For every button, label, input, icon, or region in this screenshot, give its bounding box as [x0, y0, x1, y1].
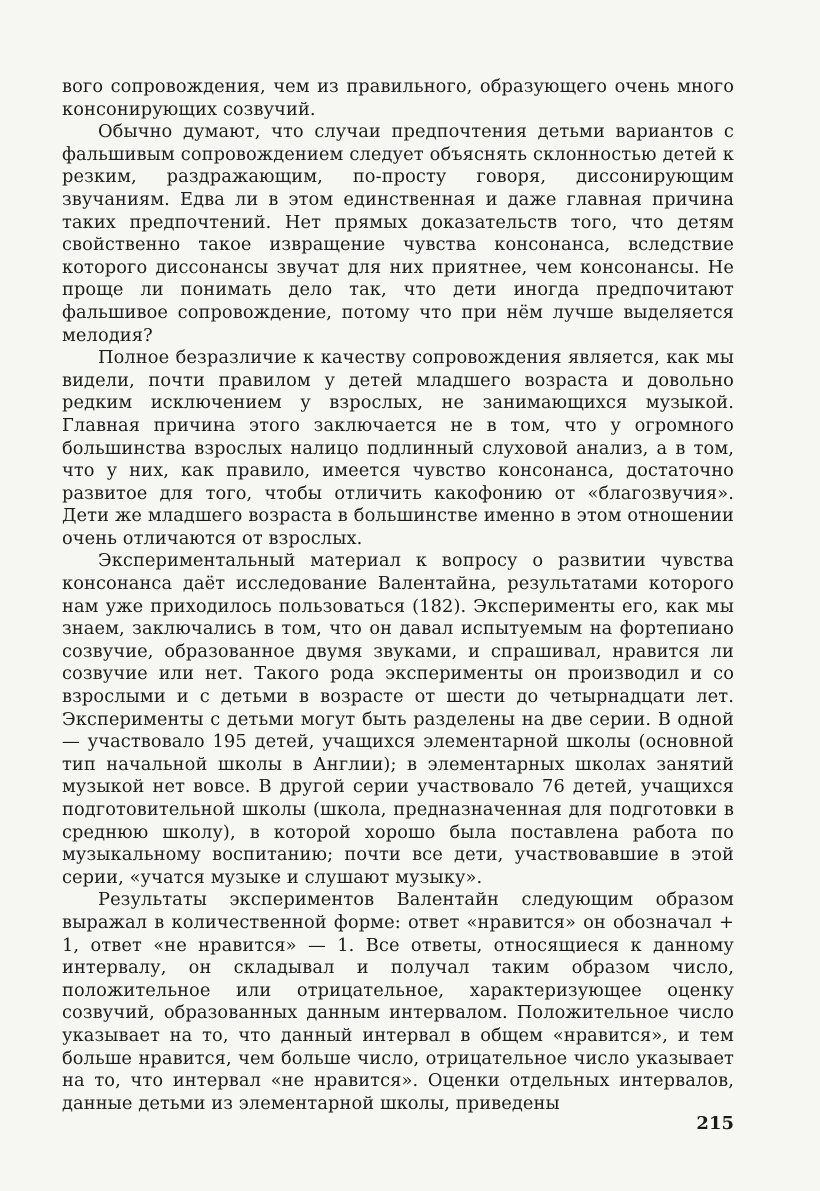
paragraph: Экспериментальный материал к вопросу о развитии чувства консонанса даёт исследование Валентайна, результатами которого нам уже приходилось пользоваться (182). Эксперименты его, как мы знаем, заключались в том, что он давал испытуемым на фортепиано созвучие, образованное двумя звуками, и спрашивал, нравится ли созвучие или нет. Такого рода эксперименты он производил и со взрослыми и с детьми в возрасте от шести до четырнадцати лет. Эксперименты с детьми могут быть разделены на две серии. В одной — участвовало 195 детей, учащихся элементарной школы (основной тип начальной школы в Англии); в элементарных школах занятий музыкой нет вовсе. В другой серии участвовало 76 детей, учащихся подготовительной школы (школа, предназначенная для подготовки в среднюю школу), в которой хорошо была поставлена работа по музыкальному воспитанию; почти все дети, участвовавшие в этой серии, «учатся музыке и слушают музыку». [62, 550, 734, 888]
paragraph: Обычно думают, что случаи предпочтения детьми вариантов с фальшивым сопровождением следует объяснять склонностью детей к резким, раздражающим, по-просту говоря, диссонирующим звучаниям. Едва ли в этом единственная и даже главная причина таких предпочтений. Нет прямых доказательств того, что детям свойственно такое извращение чувства консонанса, вследствие которого диссонансы звучат для них приятнее, чем консонансы. Не проще ли понимать дело так, что дети иногда предпочитают фальшивое сопровождение, потому что при нём лучше выделяется мелодия? [62, 121, 734, 346]
page-number: 215 [696, 1113, 734, 1134]
body-text [62, 76, 734, 1115]
paragraph: Результаты экспериментов Валентайн следующим образом выражал в количественной форме: ответ «нравится» он обозначал + 1, ответ «не нравится» — 1. Все ответы, относящиеся к данному интервалу, он складывал и получал таким образом число, положительное или отрицательное, характеризующее оценку созвучий, образованных данным интервалом. Положительное число указывает на то, что данный интервал в общем «нравится», и тем больше нравится, чем больше число, отрицательное число указывает на то, что интервал «не нравится». Оценки отдельных интервалов, данные детьми из элементарной школы, приведены [62, 889, 734, 1114]
paragraph: Полное безразличие к качеству сопровождения является, как мы видели, почти правилом у детей младшего возраста и довольно редким исключением у взрослых, не занимающихся музыкой. Главная причина этого заключается не в том, что у огромного большинства взрослых налицо подлинный слуховой анализ, а в том, что у них, как правило, имеется чувство консонанса, достаточно развитое для того, чтобы отличить какофонию от «благозвучия». Дети же младшего возраста в большинстве именно в этом отношении очень отличаются от взрослых. [62, 347, 734, 549]
paragraph-continued: вого сопровождения, чем из правильного, образующего очень много консонирующих созвучий. [62, 76, 734, 120]
